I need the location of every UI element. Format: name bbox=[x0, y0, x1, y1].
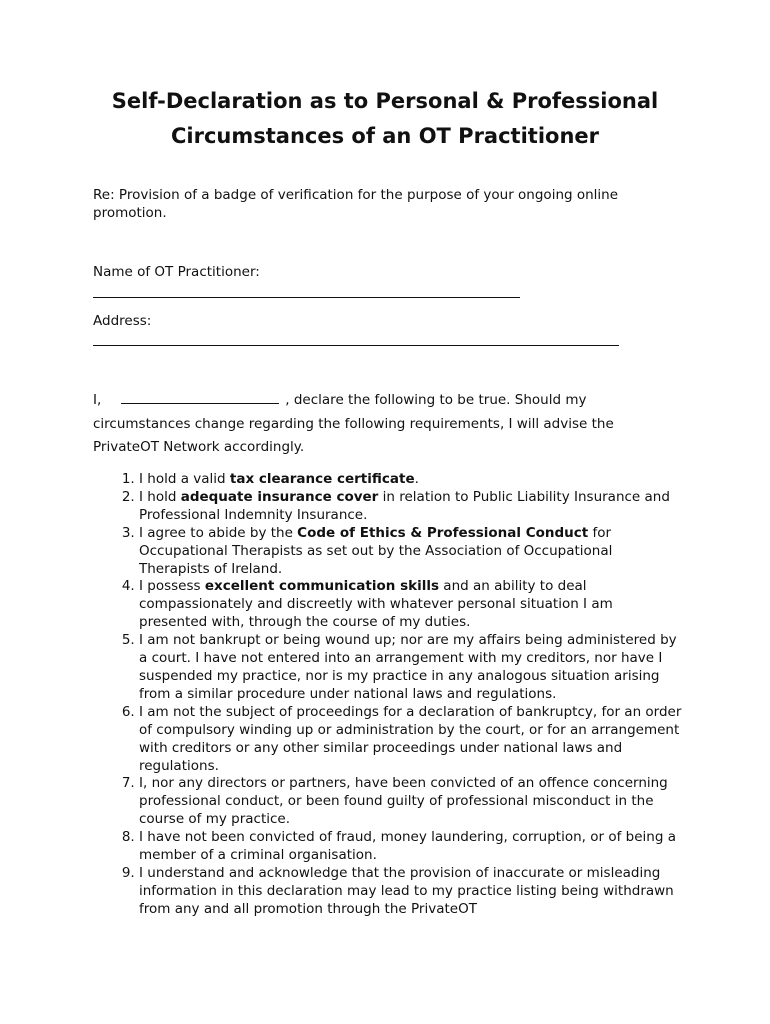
requirement-emphasis: Code of Ethics & Professional Conduct bbox=[297, 524, 589, 541]
name-label: Name of OT Practitioner: bbox=[93, 264, 260, 280]
declaration-prefix: I, bbox=[93, 392, 102, 408]
requirement-item bbox=[139, 865, 683, 919]
requirement-text: I hold a valid bbox=[139, 471, 230, 487]
requirement-item bbox=[139, 578, 683, 632]
requirement-text: I agree to abide by the bbox=[139, 524, 298, 541]
requirement-text: I possess bbox=[139, 578, 205, 595]
requirement-text: I am not the subject of proceedings for a declaration of bankruptcy, for an order of compulsory winding up or administration by the court, or for an arrangement with creditors or any other similar proceedings under national laws and regulations. bbox=[139, 703, 682, 774]
document-title: Self-Declaration as to Personal & Professional Circumstances of an OT Practitioner bbox=[111, 89, 659, 148]
declarant-name-blank[interactable] bbox=[121, 391, 279, 404]
name-blank-line[interactable] bbox=[93, 297, 520, 298]
requirement-text: I hold bbox=[139, 488, 181, 505]
requirement-item bbox=[139, 525, 683, 579]
requirement-text-end: and an ability to deal compassionately and discreetly with whatever personal situation I am presented with, through the course of my duties. bbox=[139, 578, 613, 631]
requirement-text-end: for Occupational Therapists as set out by the Association of Occupational Therapists of Ireland. bbox=[139, 524, 613, 577]
requirement-text: I am not bankrupt or being wound up; nor are my affairs being administered by a court. I have not entered into an arrangement with my creditors, nor have I suspended my practice, nor is my practice in any analogous situation arising from a similar procedure under national laws and regulations. bbox=[139, 632, 677, 702]
requirement-text-end: . bbox=[414, 471, 419, 487]
requirement-emphasis: excellent communication skills bbox=[204, 578, 440, 595]
declaration-suffix: , declare the following to be true. Should my circumstances change regarding the following requirements, I will advise the PrivateOT Network accordingly. bbox=[93, 392, 614, 455]
requirement-text: I have not been convicted of fraud, money laundering, corruption, or of being a member of a criminal organisation. bbox=[139, 829, 676, 864]
requirement-item bbox=[139, 471, 683, 489]
requirement-text: I, nor any directors or partners, have been convicted of an offence concerning professional conduct, or been found guilty of professional misconduct in the course of my practice. bbox=[139, 775, 668, 828]
re-line: Re: Provision of a badge of verification for the purpose of your ongoing online promotion. bbox=[93, 187, 619, 221]
requirement-item bbox=[139, 704, 683, 776]
address-blank-line[interactable] bbox=[93, 345, 619, 346]
requirement-item bbox=[139, 829, 683, 865]
declaration-paragraph bbox=[93, 389, 683, 460]
requirement-text: I understand and acknowledge that the provision of inaccurate or misleading information in this declaration may lead to my practice listing being withdrawn from any and all promotion through the PrivateOT bbox=[139, 864, 674, 917]
address-label: Address: bbox=[93, 313, 152, 329]
requirement-text-end: in relation to Public Liability Insurance and Professional Indemnity Insurance. bbox=[139, 488, 670, 523]
requirement-item bbox=[139, 775, 683, 829]
requirements-list bbox=[93, 471, 683, 919]
requirement-emphasis: tax clearance certificate bbox=[229, 471, 415, 487]
requirement-item bbox=[139, 632, 683, 704]
requirement-item bbox=[139, 489, 683, 525]
requirement-emphasis: adequate insurance cover bbox=[180, 488, 379, 505]
